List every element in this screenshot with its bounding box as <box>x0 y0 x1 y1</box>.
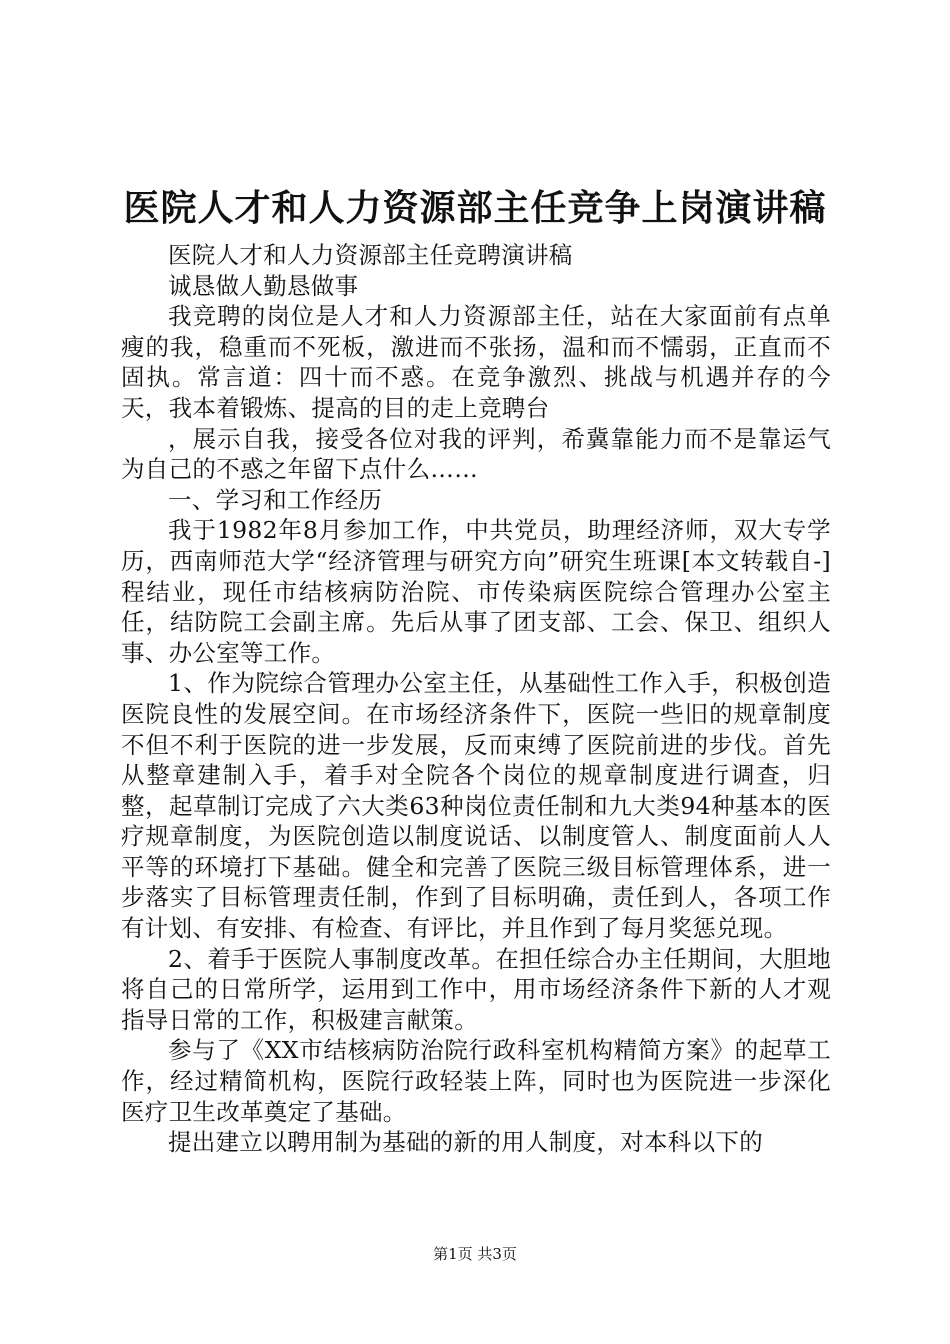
paragraph-item-2: 2、着手于医院人事制度改革。在担任综合办主任期间，大胆地将自己的日常所学，运用到工作中，用市场经济条件下新的人才观指导日常的工作，积极建言献策。 <box>121 944 831 1034</box>
paragraph-motto: 诚恳做人勤恳做事 <box>168 271 359 300</box>
paragraph-intro: 我竞聘的岗位是人才和人力资源部主任，站在大家面前有点单瘦的我，稳重而不死板，激进而不张扬，温和而不懦弱，正直而不固执。常言道：四十而不惑。在竞争激烈、挑战与机遇并存的今天，我本着锻炼、提高的目的走上竞聘台 <box>121 302 831 422</box>
section-heading-experience: 一、学习和工作经历 <box>168 485 383 514</box>
paragraph-subtitle: 医院人才和人力资源部主任竞聘演讲稿 <box>168 241 573 269</box>
document-body <box>121 240 831 1158</box>
paragraph-reorganization: 参与了《XX市结核病防治院行政科室机构精简方案》的起草工作，经过精简机构，医院行政轻装上阵，同时也为医院进一步深化医疗卫生改革奠定了基础。 <box>121 1036 831 1126</box>
paragraph-intro-continued: ，展示自我，接受各位对我的评判，希冀靠能力而不是靠运气为自己的不惑之年留下点什么…… <box>121 424 831 484</box>
paragraph-item-1: 1、作为院综合管理办公室主任，从基础性工作入手，积极创造医院良性的发展空间。在市场经济条件下，医院一些旧的规章制度不但不利于医院的进一步发展，反而束缚了医院前进的步伐。首先从整章建制入手，着手对全院各个岗位的规章制度进行调查，归整，起草制订完成了六大类63种岗位责任制和九大类94种基本的医疗规章制度，为医院创造以制度说话、以制度管人、制度面前人人平等的环境打下基础。健全和完善了医院三级目标管理体系，进一步落实了目标管理责任制，作到了目标明确，责任到人，各项工作有计划、有安排、有检查、有评比，并且作到了每月奖惩兑现。 <box>121 669 831 943</box>
paragraph-experience: 我于1982年8月参加工作，中共党员，助理经济师，双大专学历，西南师范大学“经济管理与研究方向”研究生班课[本文转载自-]程结业，现任市结核病防治院、市传染病医院综合管理办公室主任，结防院工会副主席。先后从事了团支部、工会、保卫、组织人事、办公室等工作。 <box>121 516 831 667</box>
page-number-footer: 第1页 共3页 <box>433 1245 517 1263</box>
paragraph-employment-system: 提出建立以聘用制为基础的新的用人制度，对本科以下的 <box>168 1128 763 1157</box>
document-title: 医院人才和人力资源部主任竞争上岗演讲稿 <box>123 187 827 229</box>
